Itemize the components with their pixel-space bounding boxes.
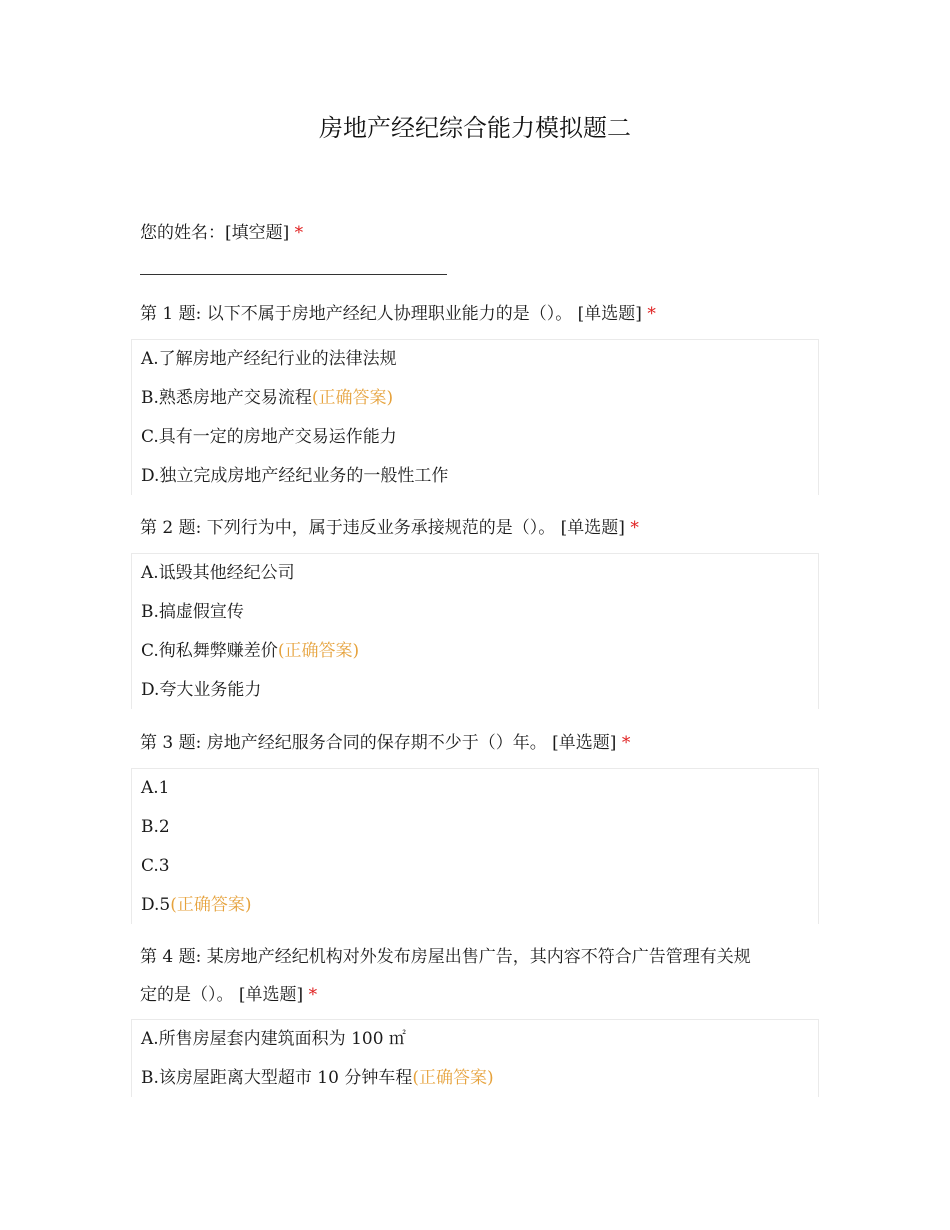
option-text: D.5 — [141, 895, 171, 915]
option-text: B.该房屋距离大型超市 10 分钟车程 — [141, 1068, 413, 1088]
option-text: D.独立完成房地产经纪业务的一般性工作 — [141, 466, 449, 486]
option-1a[interactable] — [132, 340, 818, 379]
option-text: D.夸大业务能力 — [141, 680, 262, 700]
option-text: C.3 — [141, 856, 170, 876]
question-4-text-line2: 定的是（）。 [单选题] — [140, 985, 304, 1005]
option-text: B.2 — [141, 817, 170, 837]
question-1-options — [131, 339, 819, 495]
option-text: C.徇私舞弊赚差价 — [141, 641, 278, 661]
correct-answer-tag: (正确答案) — [277, 641, 360, 661]
question-1-label — [140, 295, 656, 333]
option-2a[interactable] — [132, 554, 818, 593]
option-3a[interactable] — [132, 769, 818, 808]
option-3b[interactable] — [132, 808, 818, 847]
question-2-label — [140, 509, 639, 547]
correct-answer-tag: (正确答案) — [412, 1068, 494, 1088]
name-question-text: 您的姓名：[填空题] — [140, 223, 290, 243]
option-text: A.了解房地产经纪行业的法律法规 — [141, 349, 397, 369]
correct-answer-tag: (正确答案) — [311, 388, 394, 408]
option-3c[interactable] — [132, 847, 818, 886]
option-4a[interactable] — [132, 1020, 818, 1059]
required-mark: * — [621, 733, 631, 753]
name-input-line[interactable] — [140, 274, 447, 275]
question-4-label — [140, 938, 751, 976]
option-text: A.所售房屋套内建筑面积为 100 ㎡ — [141, 1029, 406, 1049]
option-1b[interactable] — [132, 379, 818, 418]
required-mark: * — [308, 985, 318, 1005]
question-4-options — [131, 1019, 819, 1097]
option-text: B.搞虚假宣传 — [141, 602, 244, 622]
required-mark: * — [630, 518, 639, 538]
option-text: C.具有一定的房地产交易运作能力 — [141, 427, 397, 447]
required-mark: * — [647, 304, 656, 324]
question-1-text: 第 1 题: 以下不属于房地产经纪人协理职业能力的是（）。 [单选题] — [140, 304, 642, 324]
question-3-text: 第 3 题: 房地产经纪服务合同的保存期不少于（）年。 [单选题] — [140, 733, 617, 753]
question-4-label-line2 — [140, 976, 317, 1014]
question-2-options — [131, 553, 819, 709]
option-2b[interactable] — [132, 593, 818, 632]
question-3-options — [131, 768, 819, 924]
question-3-label — [140, 724, 630, 762]
option-text: A.1 — [141, 778, 170, 798]
option-text: A.诋毁其他经纪公司 — [141, 563, 295, 583]
option-text: B.熟悉房地产交易流程 — [141, 388, 312, 408]
option-4b[interactable] — [132, 1059, 818, 1098]
question-4-text-line1: 第 4 题: 某房地产经纪机构对外发布房屋出售广告，其内容不符合广告管理有关规 — [140, 947, 751, 967]
page-title: 房地产经纪综合能力模拟题二 — [319, 114, 631, 143]
correct-answer-tag: (正确答案) — [170, 895, 252, 915]
option-2c[interactable] — [132, 632, 818, 671]
name-question-label — [140, 214, 303, 252]
option-1d[interactable] — [132, 457, 818, 496]
option-2d[interactable] — [132, 671, 818, 710]
option-1c[interactable] — [132, 418, 818, 457]
required-mark: * — [294, 223, 304, 243]
option-3d[interactable] — [132, 886, 818, 925]
question-2-text: 第 2 题: 下列行为中，属于违反业务承接规范的是（）。 [单选题] — [140, 518, 625, 538]
